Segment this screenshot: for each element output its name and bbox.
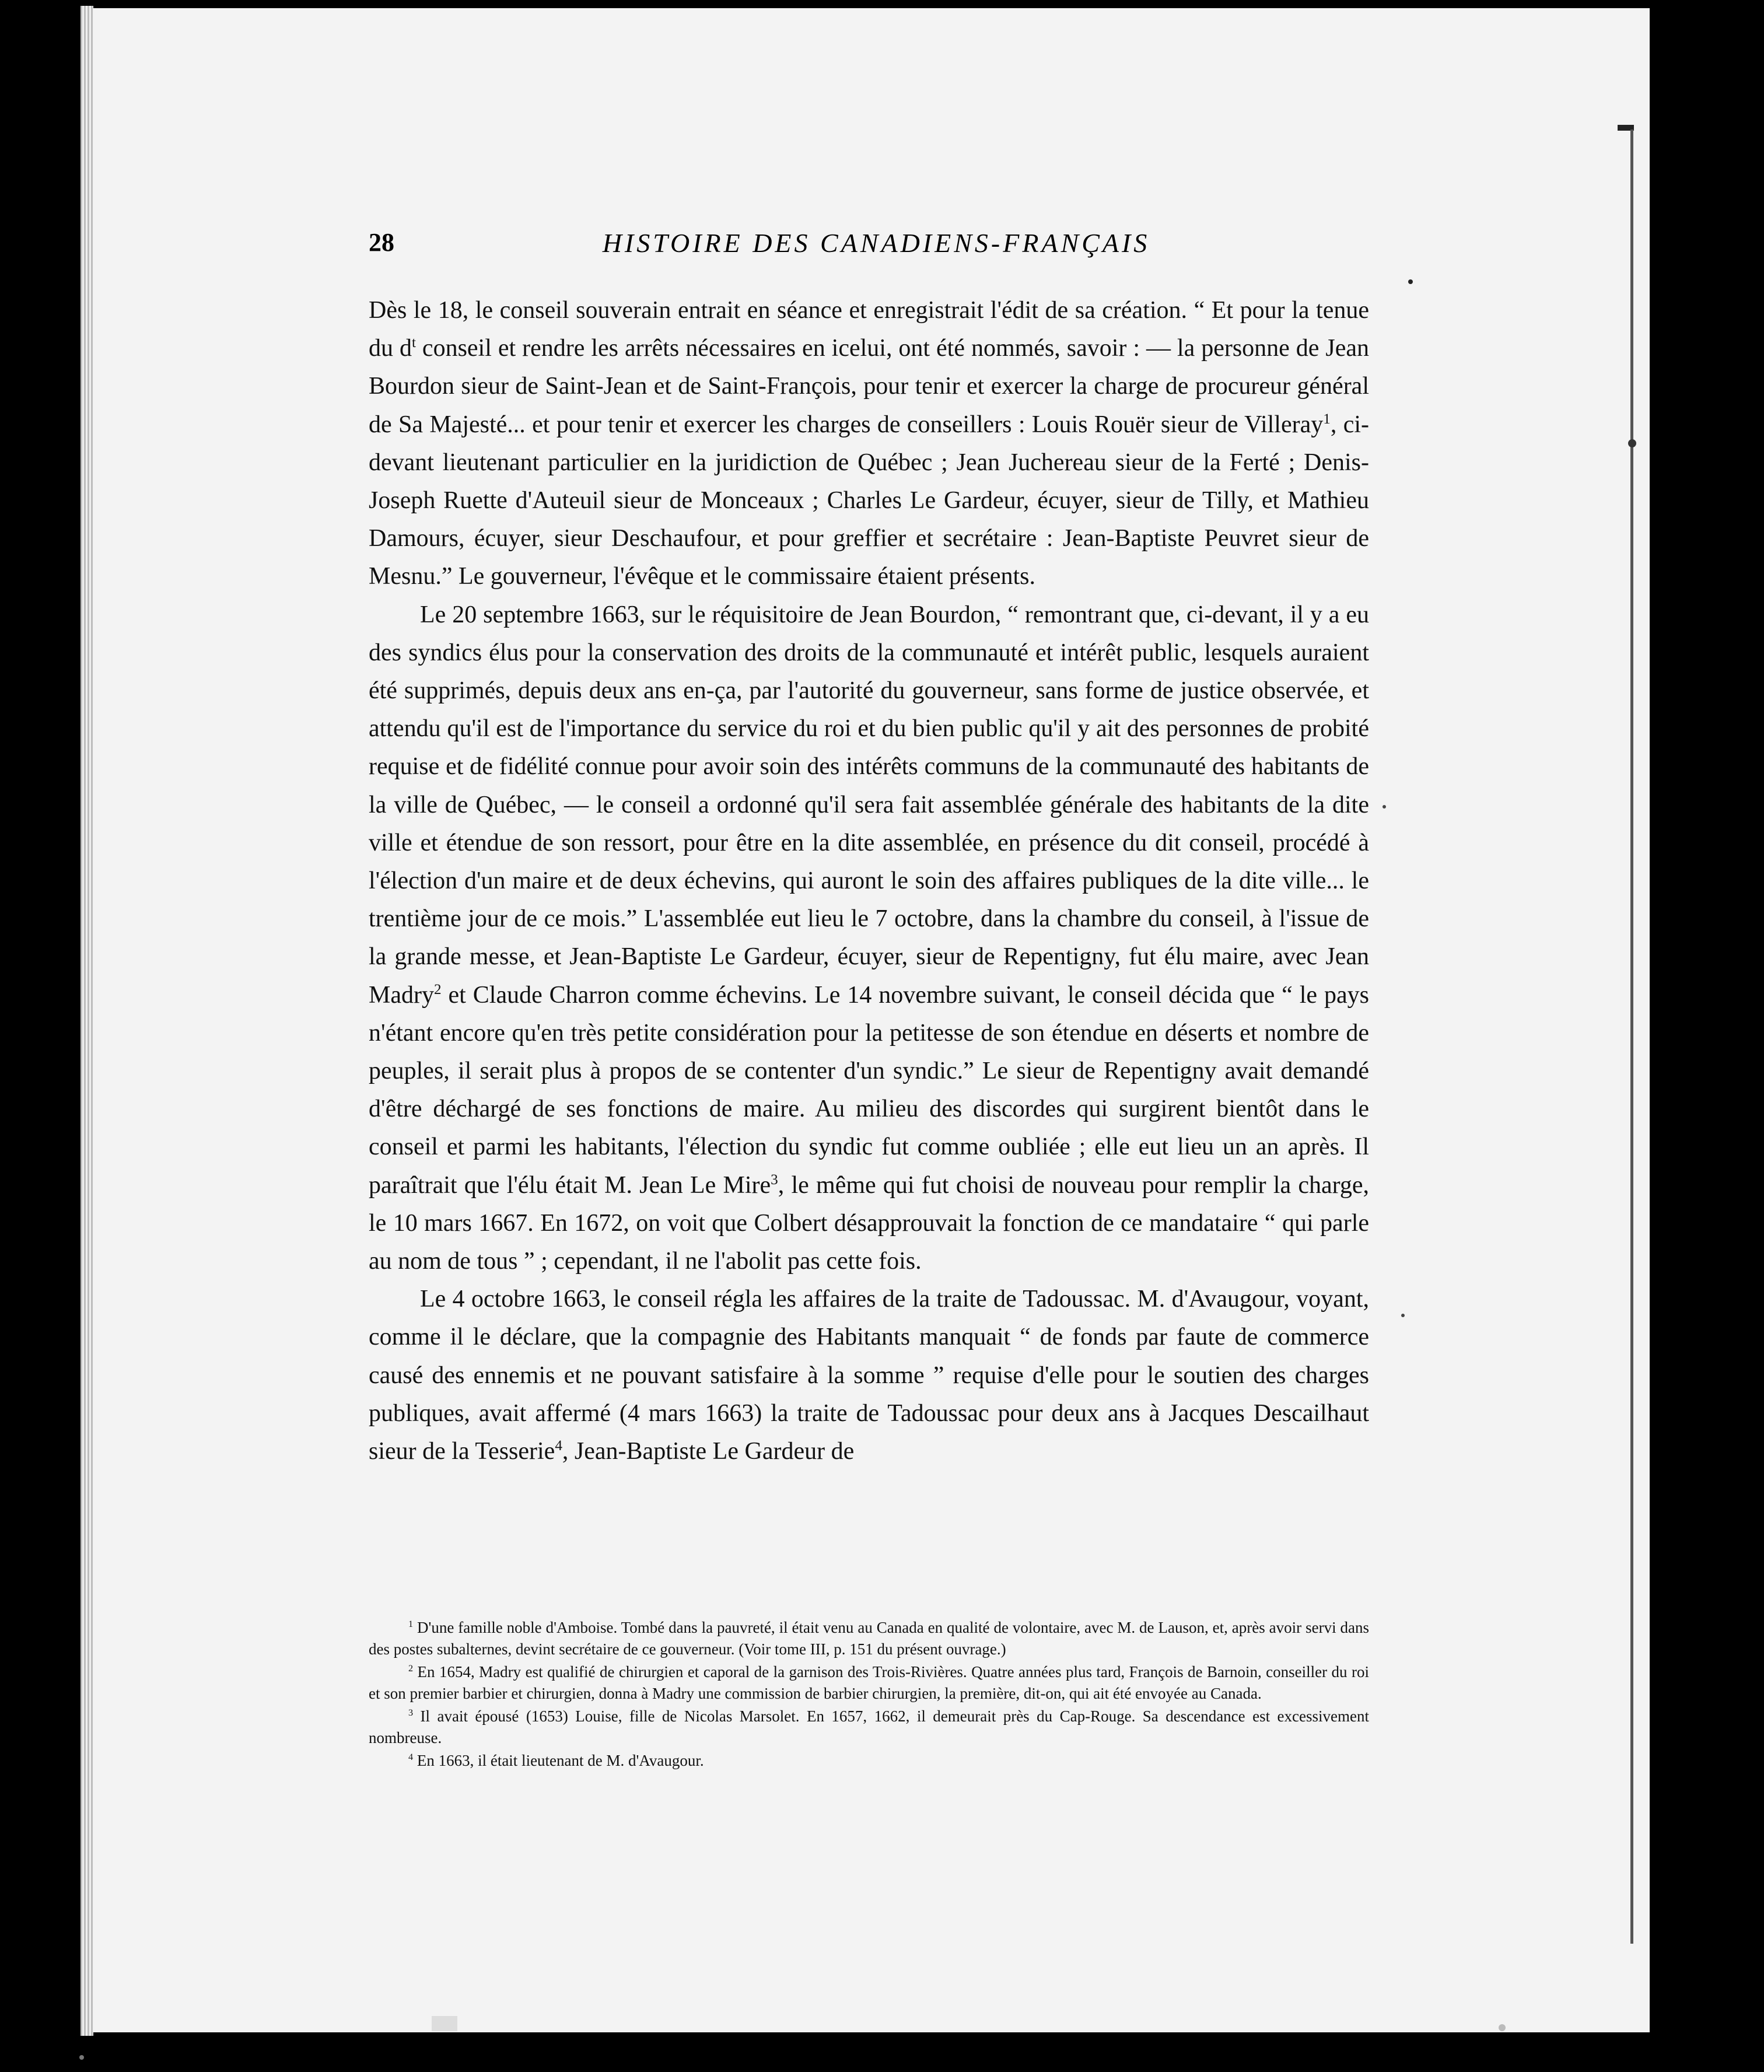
scan-border-right xyxy=(1650,0,1764,2072)
footnote: $^4$ En 1663, il était lieutenant de M. d'Avaugour. xyxy=(408,1752,704,1769)
footnotes xyxy=(369,1617,1369,1773)
footnote-ref: 3 xyxy=(771,1171,778,1188)
paragraph: Dès le 18, le conseil souverain entrait en séance et enregistrait l'édit de sa création. “ Et pour la tenue du $d^t$ conseil et rendre les arrêts nécessaires en icelui, ont été nommés, savoir : — la personne de Jean Bourdon sieur de Saint-Jean et de Saint-François, pour tenir et exercer la charge de procureur général de Sa Majesté... et pour tenir et exercer les charges de conseillers : Louis Rouër sieur de Villeray$^1$, ci-devant lieutenant particulier en la juridiction de Québec ; Jean Juchereau sieur de la Ferté ; Denis-Joseph Ruette d'Auteuil sieur de Monceaux ; Charles Le Gardeur, écuyer, sieur de Tilly, et Mathieu Damours, écuyer, sieur Deschaufour, et pour greffier et secrétaire : Jean-Baptiste Peuvret sieur de Mesnu.” Le gouverneur, l'évêque et le commissaire étaient présents. xyxy=(369,297,1369,590)
superscript: t xyxy=(411,335,416,351)
page-header xyxy=(369,228,1384,268)
footnote-ref: 1 xyxy=(1323,411,1331,427)
footnote: $^1$ D'une famille noble d'Amboise. Tombé dans la pauvreté, il était venu au Canada en qualité de volontaire, avec M. de Lauson, et, après avoir servi dans des postes subalternes, devint secrétaire de ce gouverneur. (Voir tome III, p. 151 du présent ouvrage.) xyxy=(369,1619,1369,1658)
footnote: $^3$ Il avait épousé (1653) Louise, fille de Nicolas Marsolet. En 1657, 1662, il demeurait près du Cap-Rouge. Sa descendance est excessivement nombreuse. xyxy=(369,1707,1369,1746)
binding-line xyxy=(1630,130,1633,1944)
footnote-mark: 3 xyxy=(408,1707,414,1718)
footnote-ref: 2 xyxy=(433,981,442,998)
body-text xyxy=(369,292,1369,1471)
running-title: HISTOIRE DES CANADIENS-FRANÇAIS xyxy=(602,228,1150,258)
page-number: 28 xyxy=(369,228,394,257)
page-stack-edge xyxy=(80,6,93,2036)
footnote-mark: 1 xyxy=(408,1619,414,1629)
footnote: $^2$ En 1654, Madry est qualifié de chirurgien et caporal de la garnison des Trois-Rivières. Quatre années plus tard, François de Barnoin, conseiller du roi et son premier barbier et chirurgien, donna à Madry une commission de barbier chirurgien, la première, dit-on, qui ait été envoyée au Canada. xyxy=(369,1663,1369,1702)
paragraph: Le 4 octobre 1663, le conseil régla les affaires de la traite de Tadoussac. M. d'Avaugour, voyant, comme il le déclare, que la compagnie des Habitants manquait “ de fonds par faute de commerce causé des ennemis et ne pouvant satisfaire à la somme ” requise d'elle pour le soutien des charges publiques, avait affermé (4 mars 1663) la traite de Tadoussac pour deux ans à Jacques Descailhaut sieur de la Tesserie$^4$, Jean-Baptiste Le Gardeur de xyxy=(369,1286,1369,1465)
footnote-mark: 4 xyxy=(408,1752,414,1762)
footnote-mark: 2 xyxy=(408,1663,414,1674)
paragraph: Le 20 septembre 1663, sur le réquisitoire de Jean Bourdon, “ remontrant que, ci-devant, il y a eu des syndics élus pour la conservation des droits de la communauté et intérêt public, lesquels auraient été supprimés, depuis deux ans en-ça, par l'autorité du gouverneur, sans forme de justice observée, et attendu qu'il est de l'importance du service du roi et du bien public qu'il y ait des personnes de probité requise et de fidélité connue pour avoir soin des intérêts communs de la communauté des habitants de la ville de Québec, — le conseil a ordonné qu'il sera fait assemblée générale des habitants de la dite ville et étendue de son ressort, pour être en la dite assemblée, en présence du dit conseil, procédé à l'élection d'un maire et de deux échevins, qui auront le soin des affaires publiques de la dite ville... le trentième jour de ce mois.” L'assemblée eut lieu le 7 octobre, dans la chambre du conseil, à l'issue de la grande messe, et Jean-Baptiste Le Gardeur, écuyer, sieur de Repentigny, fut élu maire, avec Jean Madry$^2$ et Claude Charron comme échevins. Le 14 novembre suivant, le conseil décida que “ le pays n'étant encore qu'en très petite considération pour la petitesse de son étendue en déserts et nombre de peuples, il serait plus à propos de se contenter d'un syndic.” Le sieur de Repentigny avait demandé d'être déchargé de ses fonctions de maire. Au milieu des discordes qui surgirent bientôt dans le conseil et parmi les habitants, l'élection du syndic fut comme oubliée ; elle eut lieu un an après. Il paraîtrait que l'élu était M. Jean Le Mire$^3$, le même qui fut choisi de nouveau pour remplir la charge, le 10 mars 1667. En 1672, on voit que Colbert désapprouvait la fonction de ce mandataire “ qui parle au nom de tous ” ; cependant, il ne l'abolit pas cette fois. xyxy=(369,601,1370,1275)
footnote-ref: 4 xyxy=(555,1438,562,1454)
